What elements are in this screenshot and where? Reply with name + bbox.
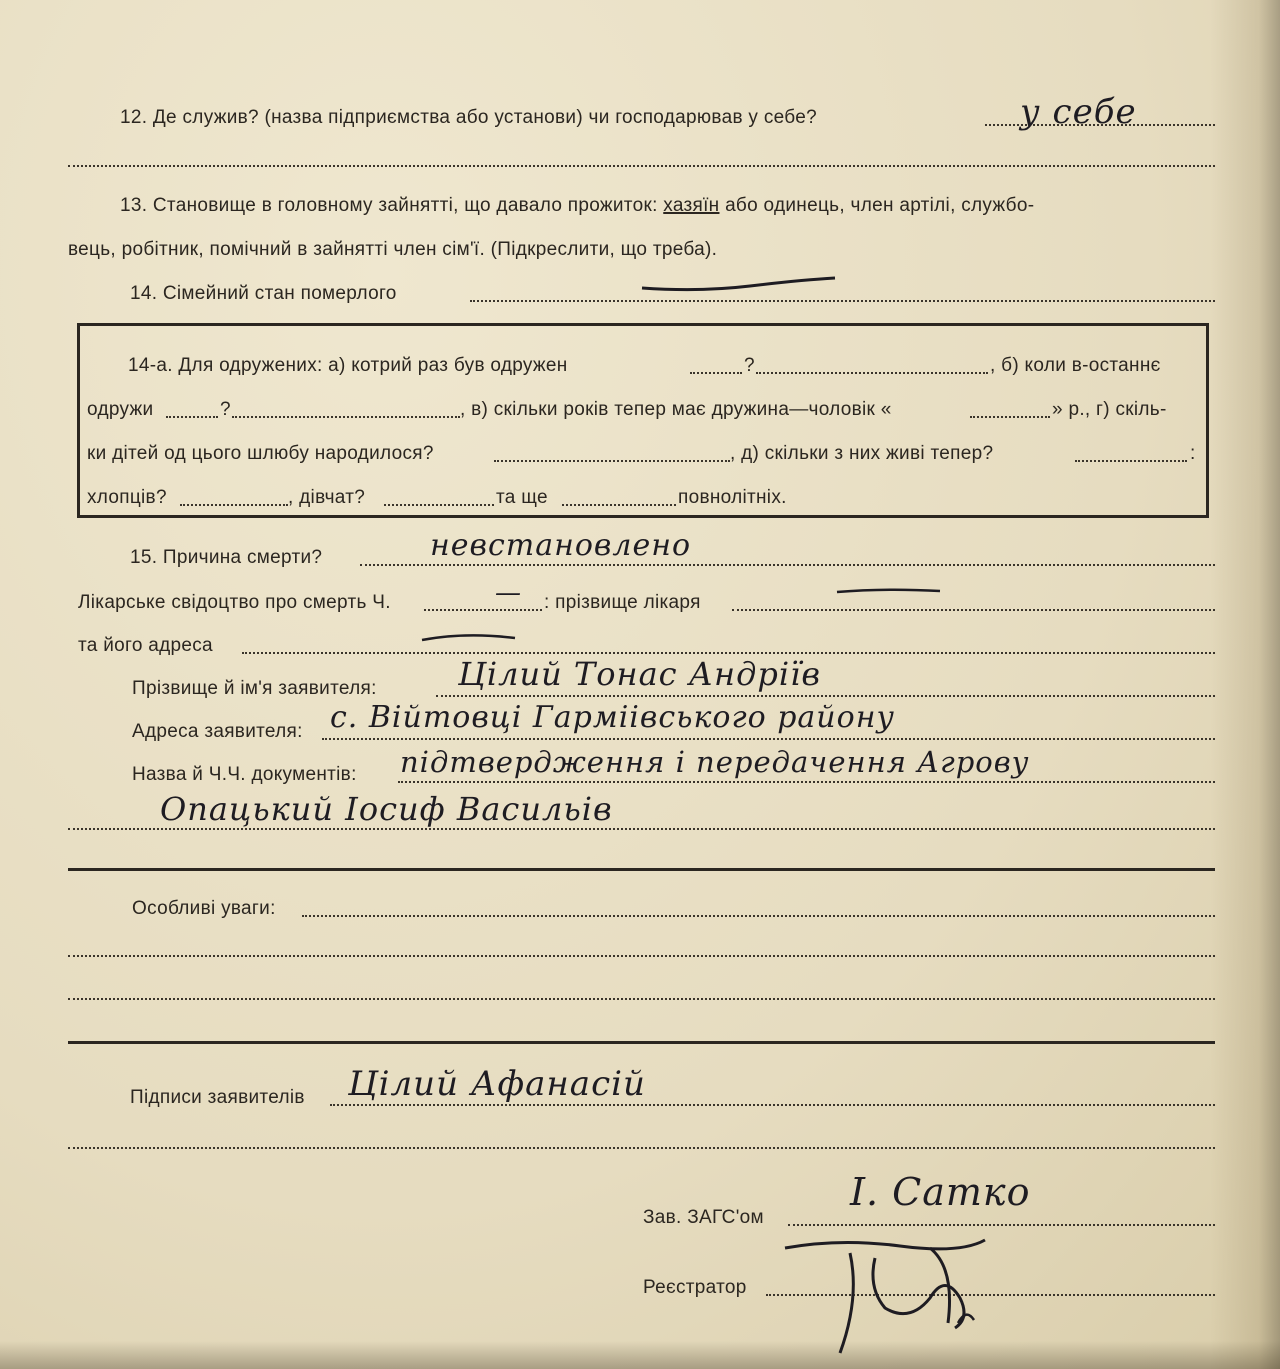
q14a-line4-a: хлопців? xyxy=(87,487,167,508)
q14a-dots-4 xyxy=(232,416,460,418)
signatures-line xyxy=(330,1104,1215,1106)
applicant-docs-label: Назва й Ч.Ч. документів: xyxy=(132,764,357,785)
applicant-name-label: Прізвище й ім'я заявителя: xyxy=(132,678,377,699)
q14a-line3-b: , д) скільки з них живі тепер? xyxy=(730,443,994,464)
applicant-address-line xyxy=(322,738,1215,740)
q14a-line4-b: , дівчат? xyxy=(288,487,366,508)
medical-doctor-line xyxy=(732,609,1215,611)
q14a-dots-9 xyxy=(384,504,494,506)
signatures-label: Підписи заявителів xyxy=(130,1087,305,1108)
q14a-line2-q: ? xyxy=(220,399,231,420)
q14a-dots-2 xyxy=(756,372,988,374)
applicant-docs-value-1: підтвердження і передачення Агрову xyxy=(400,745,1030,779)
q14a-dots-8 xyxy=(180,504,288,506)
q15-answer-line xyxy=(360,564,1215,566)
q14a-dots-10 xyxy=(562,504,676,506)
medical-address-dash-stroke xyxy=(420,630,520,644)
medical-number-line xyxy=(424,609,542,611)
page-edge-shadow xyxy=(1210,0,1280,1369)
registrar-label: Реєстратор xyxy=(643,1277,747,1298)
q14a-dots-6 xyxy=(494,460,730,462)
applicant-docs-line-2 xyxy=(68,828,1215,830)
applicant-docs-line xyxy=(398,781,1215,783)
medical-doctor-dash-stroke xyxy=(835,584,945,598)
q14a-line4-c: та ще xyxy=(496,487,548,508)
q15-answer: невстановлено xyxy=(430,528,692,563)
q12-extra-line xyxy=(68,165,1215,167)
applicant-name-value: Цілий Тонас Андріїв xyxy=(458,655,821,693)
q14a-line4-d: повнолітніх. xyxy=(678,487,787,508)
notes-line-2 xyxy=(68,955,1215,957)
head-signature-line xyxy=(788,1224,1215,1226)
signatures-value: Цілий Афанасій xyxy=(348,1064,646,1104)
medical-address-line xyxy=(242,652,1215,654)
q14a-line1-b: , б) коли в-останнє xyxy=(990,355,1161,376)
q14a-dots-7 xyxy=(1075,460,1187,462)
applicant-name-line xyxy=(436,695,1215,697)
medical-number-dash: — xyxy=(495,578,522,608)
q14a-line1-q: ? xyxy=(744,355,755,376)
notes-line-3 xyxy=(68,998,1215,1000)
medical-address-label: та його адреса xyxy=(78,635,213,656)
q14-dash-stroke xyxy=(640,270,840,300)
applicant-docs-value-2: Опацький Іосиф Васильів xyxy=(160,790,613,828)
q15-label: 15. Причина смерти? xyxy=(130,547,323,568)
head-signature-value: І. Сатко xyxy=(850,1170,1031,1214)
q14a-line3-a: ки дітей од цього шлюбу народилося? xyxy=(87,443,434,464)
q13-line1-pre: 13. Становище в головному зайнятті, що давало прожиток: xyxy=(120,195,658,216)
q14a-line1-a: 14-а. Для одружених: а) котрий раз був одружен xyxy=(128,355,568,376)
q12-label: 12. Де служив? (назва підприємства або установи) чи господарював у себе? xyxy=(120,107,817,128)
applicant-address-value: с. Війтовці Гарміівського району xyxy=(330,700,895,735)
q13-line1-post: або одинець, член артілі, службо- xyxy=(725,195,1035,216)
q14a-line2-a: одружи xyxy=(87,399,154,420)
registrar-signature-mark xyxy=(780,1228,1000,1358)
medical-label-a: Лікарське свідоцтво про смерть Ч. xyxy=(78,592,391,613)
medical-label-b: : прізвище лікаря xyxy=(544,592,701,613)
q13-line2: вець, робітник, помічний в зайнятті член сім'ї. (Підкреслити, що треба). xyxy=(68,239,718,260)
page-bottom-shadow xyxy=(0,1341,1280,1369)
q14a-line2-c: » р., г) скіль- xyxy=(1052,399,1167,420)
notes-line-1 xyxy=(302,915,1215,917)
q14a-line3-c: : xyxy=(1190,443,1196,464)
q14a-dots-1 xyxy=(690,372,742,374)
q14a-line2-b: , в) скільки років тепер має дружина—чоловік « xyxy=(460,399,892,420)
q14a-dots-3 xyxy=(166,416,218,418)
notes-label: Особливі уваги: xyxy=(132,898,276,919)
q14a-dots-5 xyxy=(970,416,1050,418)
q14-label: 14. Сімейний стан померлого xyxy=(130,283,397,304)
section-divider-2 xyxy=(68,1041,1215,1044)
signatures-line-2 xyxy=(68,1147,1215,1149)
applicant-address-label: Адреса заявителя: xyxy=(132,721,303,742)
q13-line1 xyxy=(120,195,1034,217)
q14-answer-line xyxy=(470,300,1215,302)
section-divider-1 xyxy=(68,868,1215,871)
head-label: Зав. ЗАГС'ом xyxy=(643,1207,764,1228)
q12-answer: у себе xyxy=(1020,92,1137,132)
q13-underlined-choice: хазяїн xyxy=(663,195,720,216)
